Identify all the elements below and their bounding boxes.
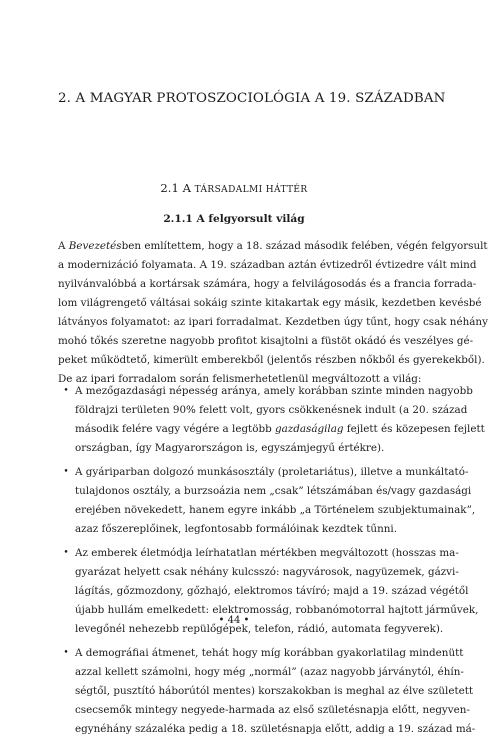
- text-line: A demográfiai átmenet, tehát hogy míg korábban gyakorlatilag mindenütt: [75, 647, 464, 659]
- text-run: fejlett és közepesen fejlett: [343, 423, 485, 435]
- italic-text: gazdaságilag: [274, 423, 344, 435]
- text-run: második felére vagy végére a legtöbb: [75, 423, 275, 435]
- bullet-marker: •: [63, 386, 69, 396]
- text-line: ségtől, pusztító háborútól mentes) korszakokban is meghal az élve született: [75, 685, 474, 697]
- text-line: levegőnél nehezebb repülőgépek, telefon, rádió, automata fegyverek).: [75, 623, 444, 635]
- section-title-text: TÁRSADALMI HÁTTÉR: [194, 185, 308, 195]
- text-line: lom világrengető váltásai sokáig szinte kitakartak egy másik, kezdetben kevésbé: [58, 297, 482, 309]
- chapter-title: 2. A MAGYAR PROTOSZOCIOLÓGIA A 19. SZÁZADBAN: [58, 91, 446, 106]
- text-line: mohó tőkés szeretne nagyobb profitot kisajtolni a füstöt okádó és veszélyes gé-: [58, 335, 474, 347]
- text-line: földrajzi területen 90% felett volt, gyors csökkenésnek indult (a 20. század: [75, 404, 468, 416]
- section-title-lead: A: [182, 181, 191, 195]
- bullet-marker: •: [63, 648, 69, 658]
- text-line: lágítás, gőzmozdony, gőzhajó, elektromos távíró; majd a 19. század végétől: [75, 585, 469, 597]
- text-line: újabb hullám emelkedett: elektromosság, robbanómotorral hajtott járművek,: [75, 604, 479, 616]
- text-line: gyarázat helyett csak néhány kulcsszó: nagyvárosok, nagyüzemek, gázvi-: [75, 566, 459, 578]
- text-line: [75, 420, 485, 439]
- italic-text: Bevezetés: [68, 240, 122, 252]
- text-line: egynéhány százaléka pedig a 18. születésnapja előtt, addig a 19. század má-: [75, 723, 476, 735]
- text-line: A mezőgazdasági népesség aránya, amely korábban szinte minden nagyobb: [75, 385, 473, 397]
- bullet-marker: •: [63, 548, 69, 558]
- text-line: peket működtető, kimerült emberekből (jelentős részben nőkből és gyerekekből).: [58, 354, 485, 366]
- text-line: A gyáriparban dolgozó munkásosztály (proletariátus), illetve a munkáltató-: [75, 466, 469, 478]
- text-line: országban, így Magyarországon is, egyszámjegyű értékre).: [75, 442, 385, 454]
- text-run: ben említettem, hogy a 18. század második felében, végén felgyorsult: [121, 240, 488, 252]
- text-line: a modernizáció folyamata. A 19. században aztán évtizedről évtizedre vált mind: [58, 259, 477, 271]
- subsection-title: 2.1.1 A felgyorsult világ: [163, 213, 305, 225]
- text-line: azzal kellett számolni, hogy még „normál” (azaz nagyobb járványtól, éhín-: [75, 666, 464, 678]
- bullet-marker: •: [63, 467, 69, 477]
- text-line: csecsemők mintegy negyede-harmada az első születésnapja előtt, negyven-: [75, 704, 470, 716]
- book-page: [58, 0, 488, 735]
- text-line: nyilvánvalóbbá a kortársak számára, hogy a felvilágosodás és a francia forrada-: [58, 278, 477, 290]
- text-line: azaz főszereplőinek, legfontosabb formálóinak kezdtek tűnni.: [75, 523, 398, 535]
- page-number: • 44 •: [218, 615, 250, 626]
- text-line: tulajdonos osztály, a burzsoázia nem „csak” létszámában és/vagy gazdasági: [75, 485, 472, 497]
- text-line: erejében növekedett, hanem egyre inkább „a Történelem szubjektumainak”,: [75, 504, 476, 516]
- text-run: A: [58, 240, 69, 252]
- section-title: [58, 181, 410, 197]
- text-line: Az emberek életmódja leírhatatlan mértékben megváltozott (hosszas ma-: [75, 547, 459, 559]
- section-number: 2.1: [160, 181, 179, 195]
- text-line: De az ipari forradalom során felismerhetetlenül megváltozott a világ:: [58, 373, 422, 385]
- text-line: [58, 237, 488, 256]
- text-line: látványos folyamatot: az ipari forradalmat. Kezdetben úgy tűnt, hogy csak néhány: [58, 316, 488, 328]
